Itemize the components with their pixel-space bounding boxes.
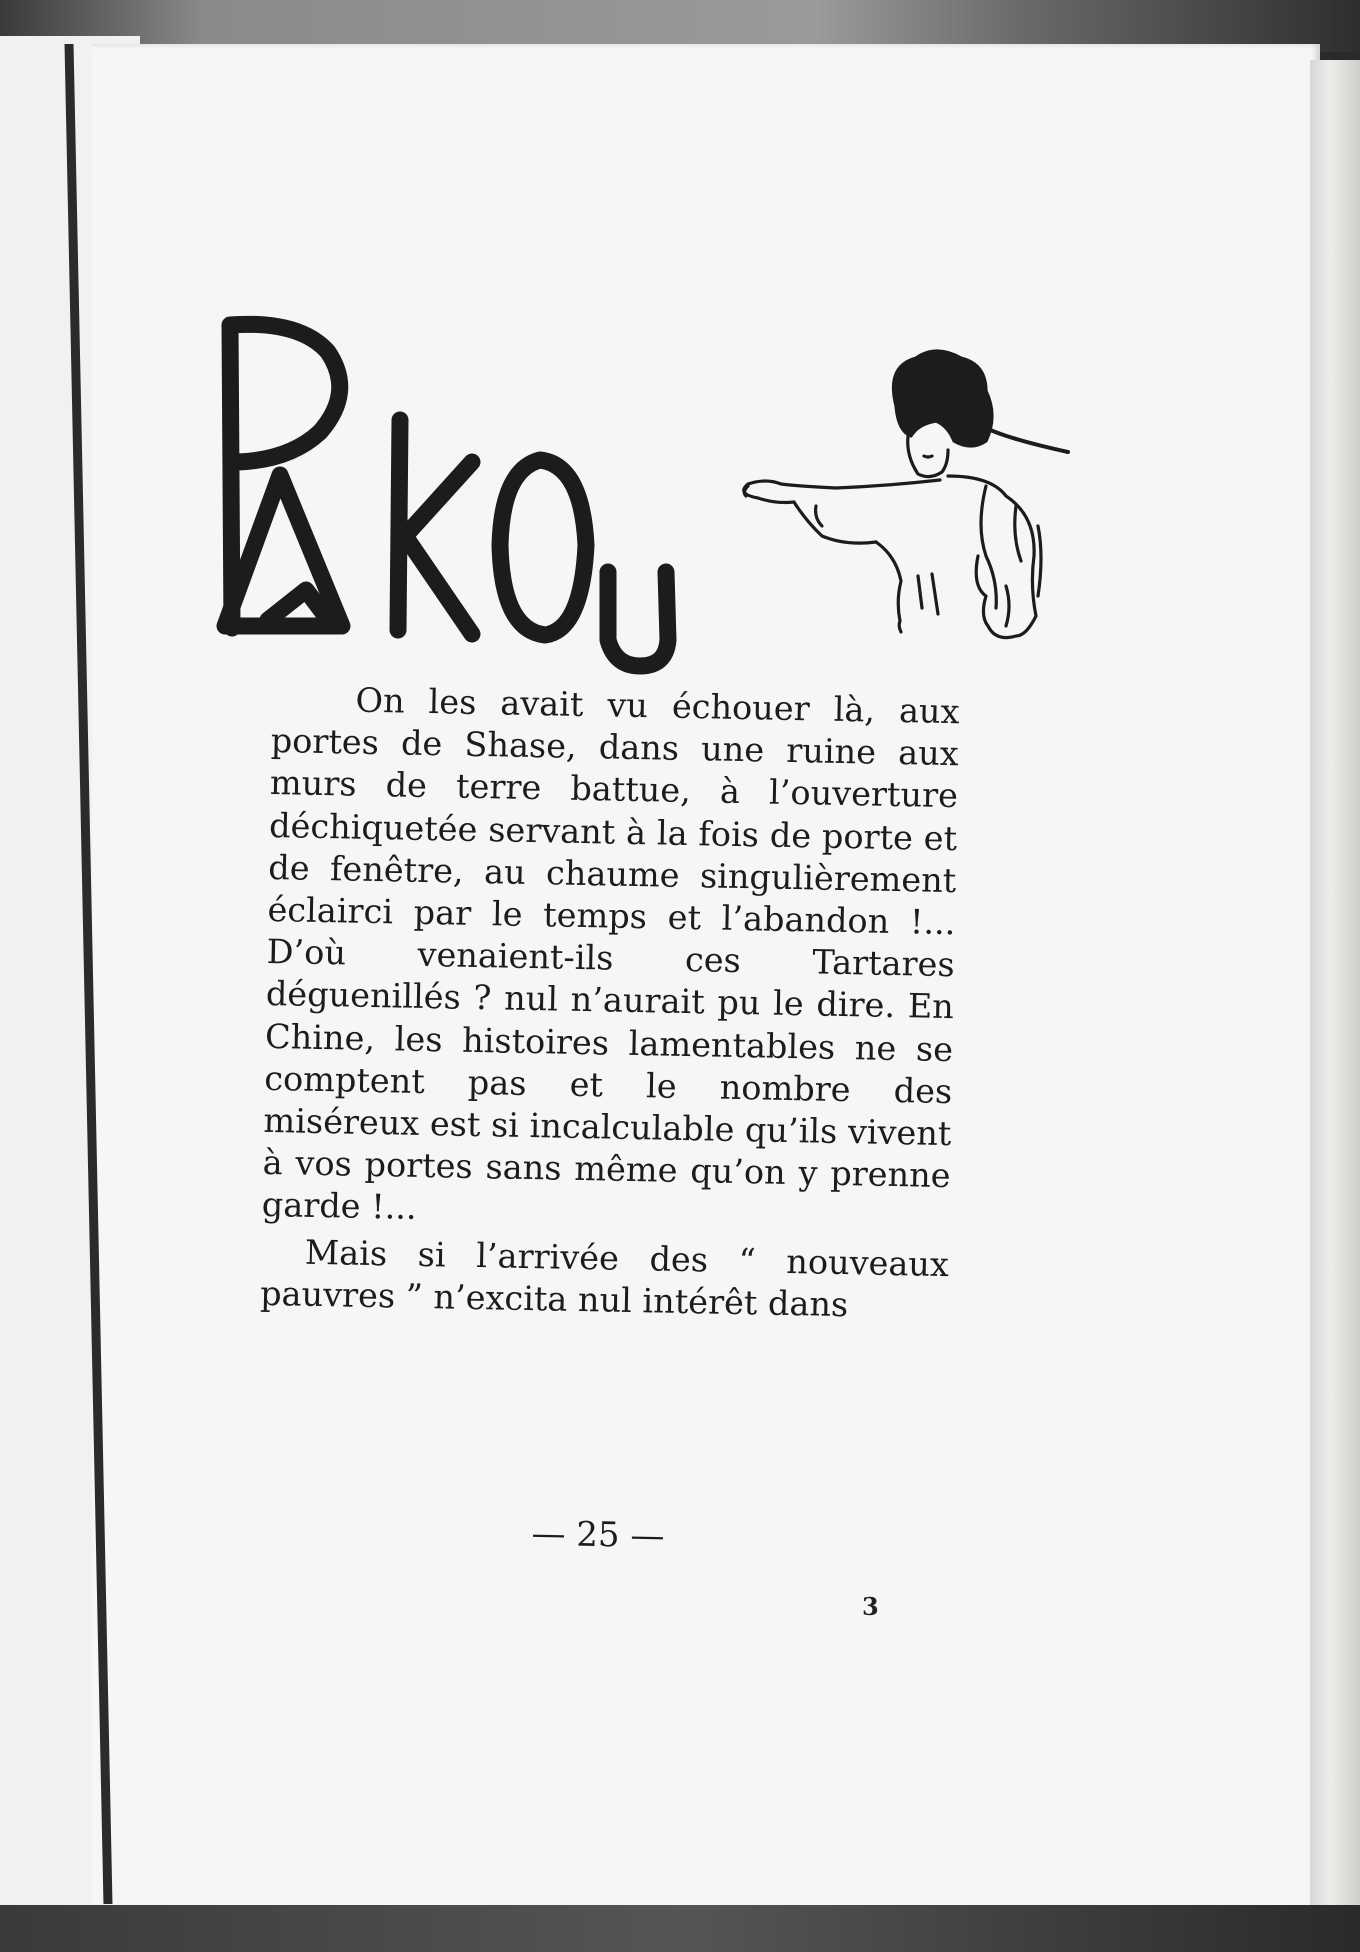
page-number: — 25 —	[531, 1513, 665, 1557]
body-text	[260, 678, 960, 1328]
signature-mark: 3	[862, 1592, 879, 1621]
scan-bottom-edge	[0, 1905, 1360, 1952]
body-paragraph: Mais si l’arrivée des “ nouveaux pauvres ” n’excita nul intérêt dans	[259, 1232, 950, 1325]
page-edges	[1310, 60, 1360, 1905]
figure-of-child-drawing	[686, 346, 1076, 706]
body-paragraph: On les avait vu échouer là, aux portes de Shase, dans une ruine aux murs de terre battue, à l’ouverture déchiquetée servant à la fois de porte et de fenêtre, au chaume singulièrement éclairci par le temps et l’abandon !... D’où venaient-ils ces Tartares déguenillés ? nul n’aurait pu le dire. En Chine, les histoires lamentables ne se comptent pas et le nombre des miséreux est si incalculable qu’ils vivent à vos portes sans même qu’on y prenne garde !...	[261, 680, 960, 1228]
